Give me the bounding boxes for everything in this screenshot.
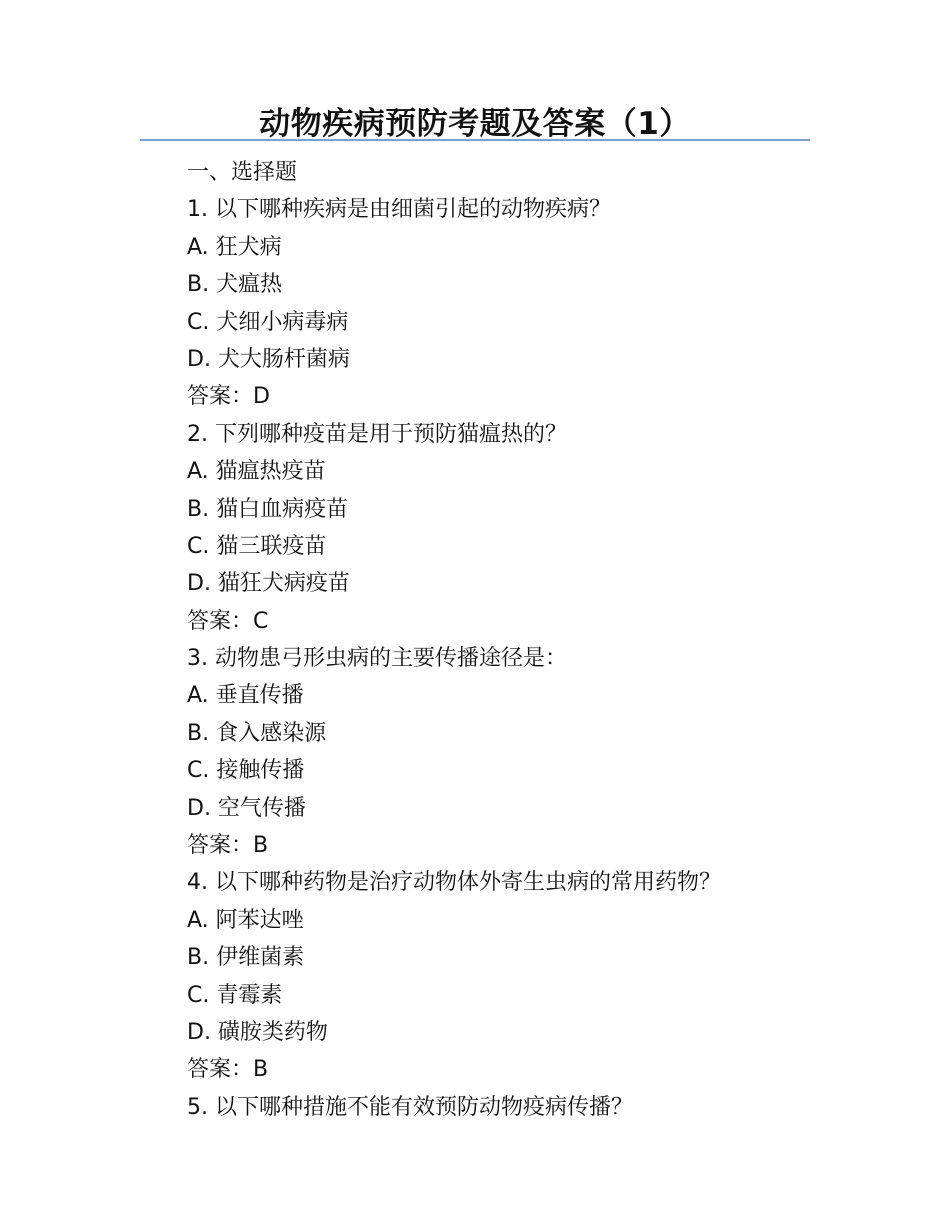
document-body — [187, 154, 827, 1126]
text-line: C. 犬细小病毒病 — [187, 309, 349, 335]
text-line: 4. 以下哪种药物是治疗动物体外寄生虫病的常用药物？ — [187, 870, 721, 896]
text-line: B. 伊维菌素 — [187, 945, 305, 971]
text-line: 答案：B — [187, 1057, 269, 1083]
text-line: 2. 下列哪种疫苗是用于预防猫瘟热的？ — [187, 421, 567, 447]
text-line: 5. 以下哪种措施不能有效预防动物疫病传播？ — [187, 1094, 633, 1120]
text-line: D. 犬大肠杆菌病 — [187, 346, 350, 372]
text-line: A. 狂犬病 — [187, 234, 282, 260]
text-line: 1. 以下哪种疾病是由细菌引起的动物疾病？ — [187, 197, 611, 223]
text-line: 一、选择题 — [187, 160, 298, 185]
text-line: A. 猫瘟热疫苗 — [187, 459, 326, 485]
text-line: 3. 动物患弓形虫病的主要传播途径是： — [187, 646, 567, 672]
text-line: C. 接触传播 — [187, 758, 305, 784]
text-line: 答案：B — [187, 833, 269, 859]
document-title: 动物疾病预防考题及答案（1） — [259, 106, 691, 142]
text-line: D. 磺胺类药物 — [187, 1019, 328, 1045]
text-line: 答案：C — [187, 608, 269, 634]
text-line: B. 食入感染源 — [187, 720, 327, 746]
text-line: 答案：D — [187, 384, 270, 410]
text-line: A. 垂直传播 — [187, 683, 304, 709]
text-line: C. 青霉素 — [187, 982, 283, 1008]
text-line: D. 空气传播 — [187, 795, 306, 821]
text-line: C. 猫三联疫苗 — [187, 533, 327, 559]
text-line: D. 猫狂犬病疫苗 — [187, 571, 350, 597]
title-underline — [140, 139, 810, 141]
text-line: B. 猫白血病疫苗 — [187, 496, 349, 522]
text-line: A. 阿苯达唑 — [187, 907, 304, 933]
text-line: B. 犬瘟热 — [187, 272, 283, 298]
